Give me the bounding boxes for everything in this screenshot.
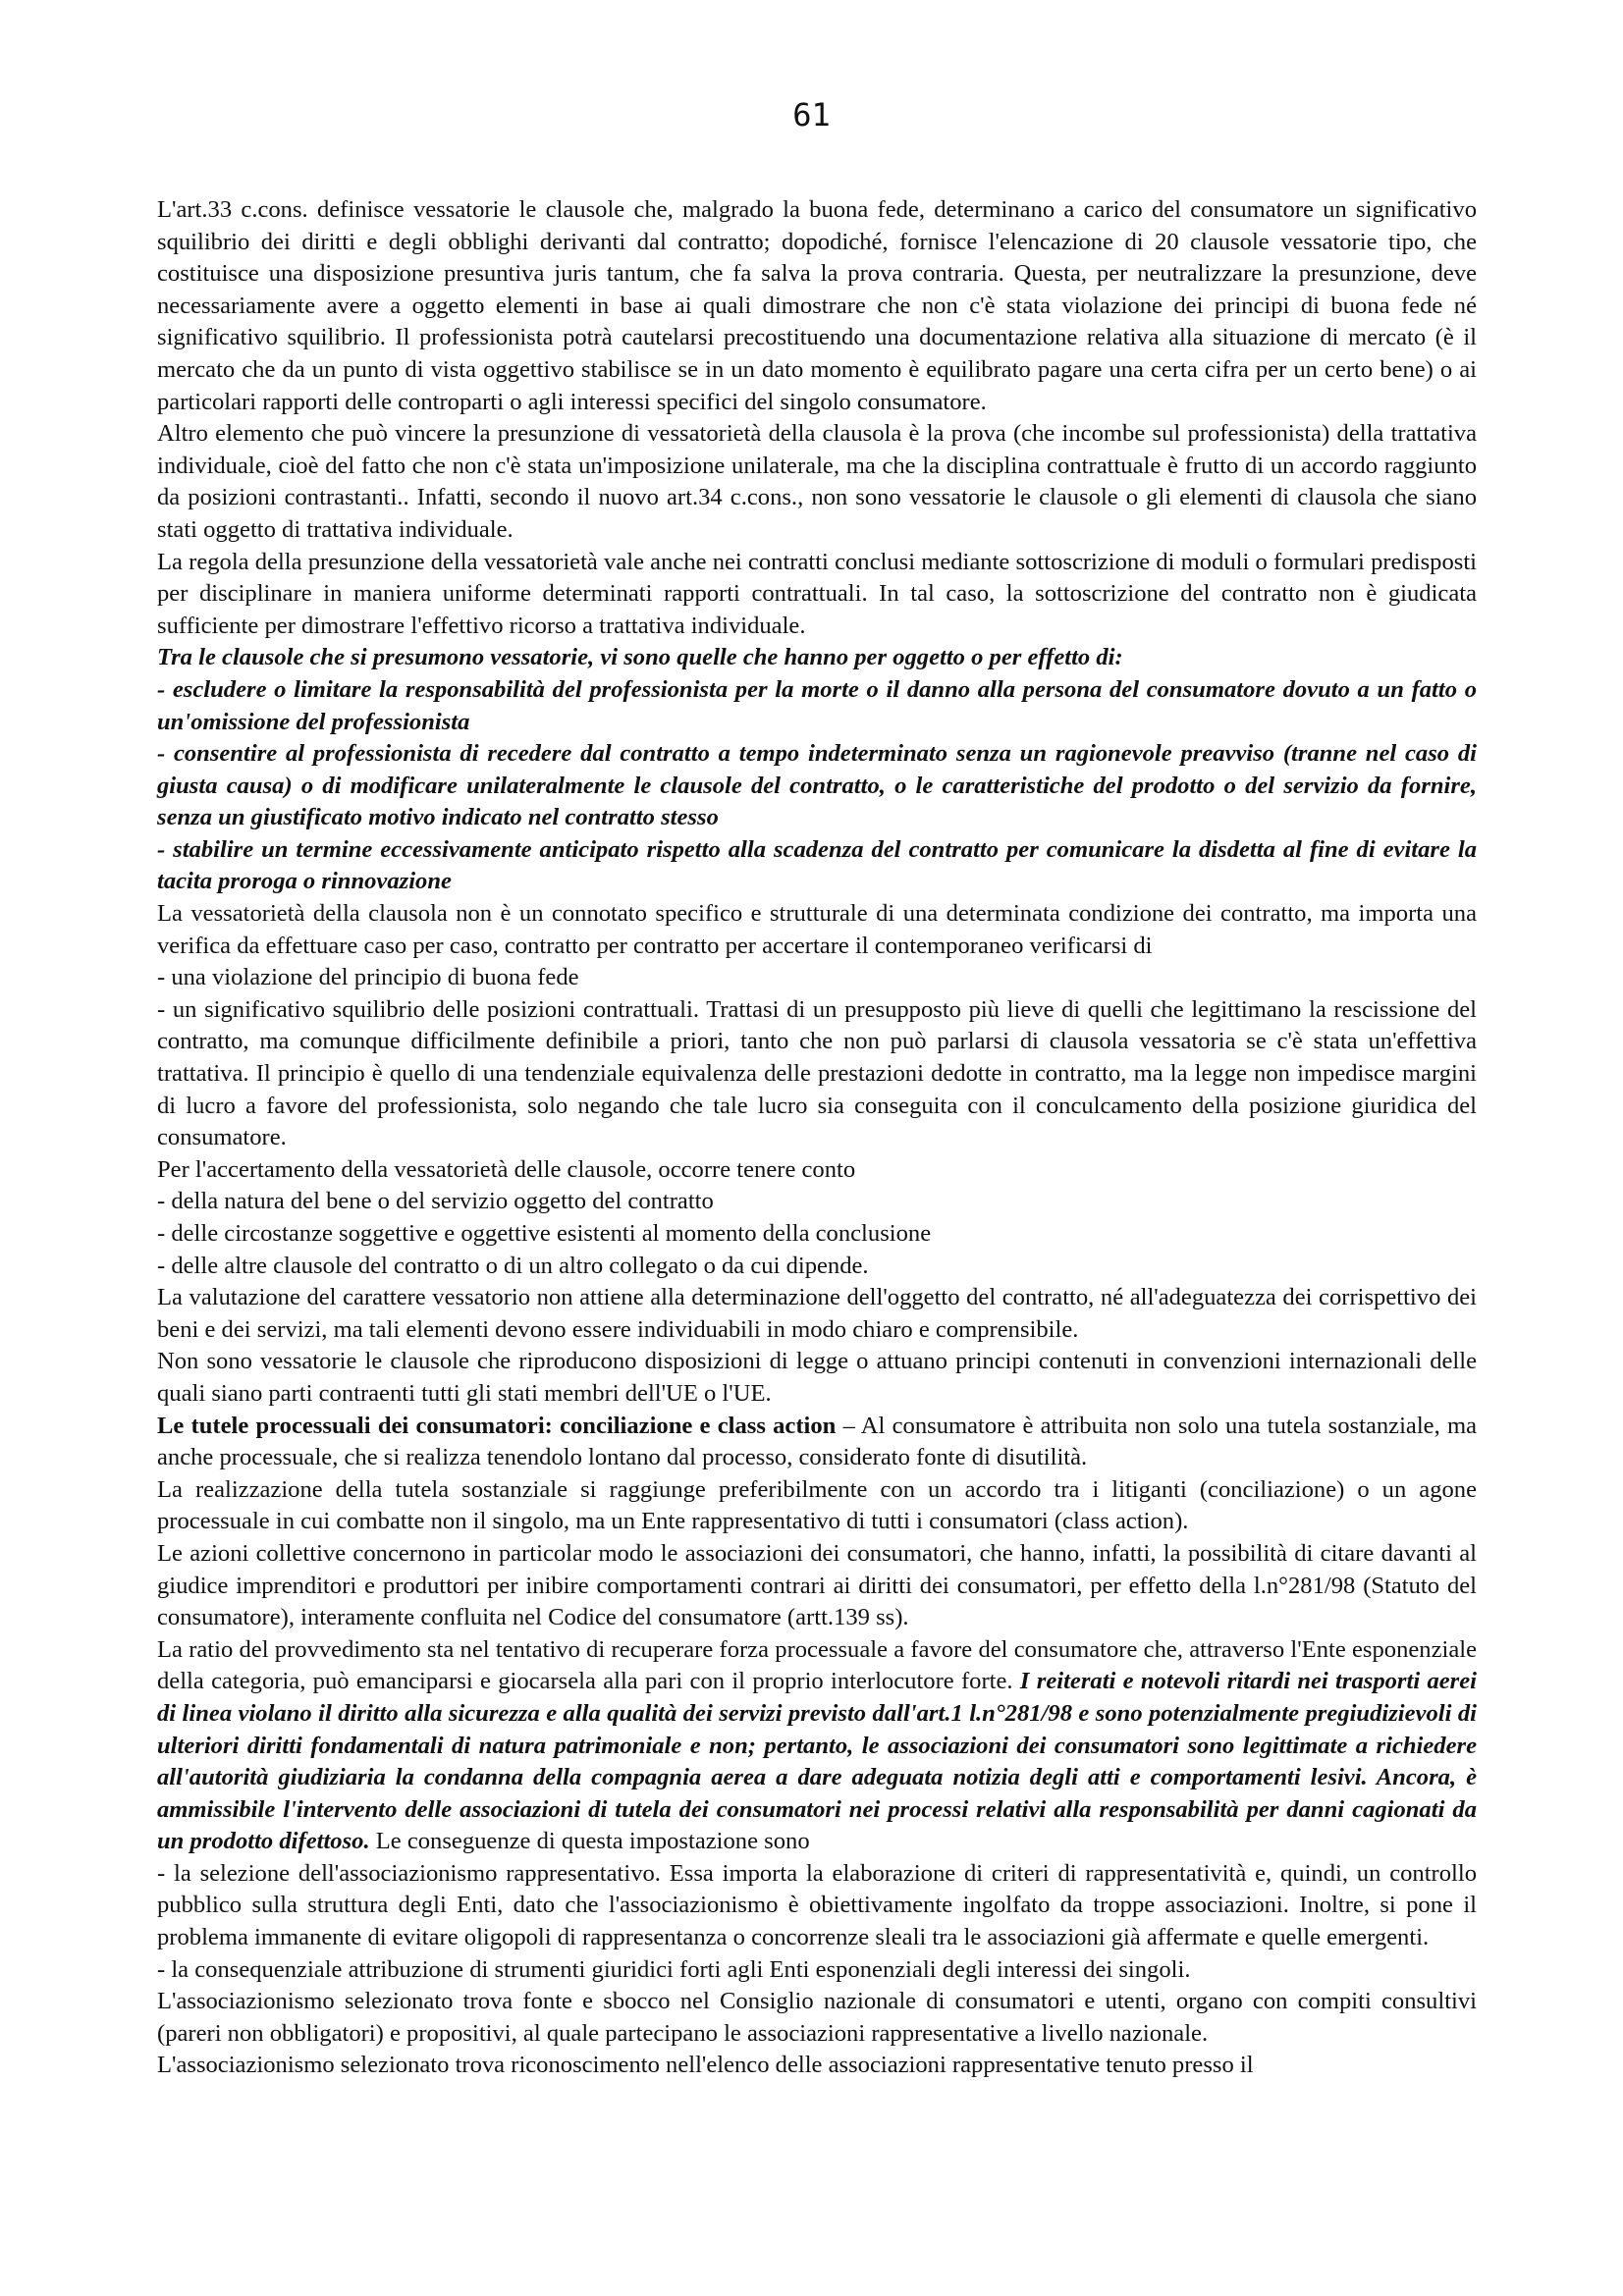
paragraph: Non sono vessatorie le clausole che riproducono disposizioni di legge o attuano principi contenuti in convenzioni internazionali delle quali siano parti contraenti tutti gli stati membri dell'UE o l'UE. bbox=[157, 1348, 1477, 1407]
clause-list-heading: Tra le clausole che si presumono vessatorie, vi sono quelle che hanno per oggetto o per effetto di: bbox=[157, 644, 1123, 671]
paragraph: L'associazionismo selezionato trova riconoscimento nell'elenco delle associazioni rappresentative tenuto presso il bbox=[157, 2052, 1254, 2079]
list-item: - della natura del bene o del servizio oggetto del contratto bbox=[157, 1188, 714, 1215]
list-item: - un significativo squilibrio delle posizioni contrattuali. Trattasi di un presupposto più lieve di quelli che legittimano la rescissione del contratto, ma comunque difficilmente definibile a priori, tanto che non può parlarsi di clausola vessatoria se c'è stata un'effettiva trattativa. Il principio è quello di una tendenziale equivalenza delle prestazioni dedotte in contratto, ma la legge non impedisce margini di lucro a favore del professionista, solo negando che tale lucro sia conseguita con il conculcamento della posizione giuridica del consumatore. bbox=[157, 995, 1477, 1151]
paragraph: La vessatorietà della clausola non è un connotato specifico e strutturale di una determinata condizione dei contratto, ma importa una verifica da effettuare caso per caso, contratto per contratto per accertare il contemporaneo verificarsi di bbox=[157, 900, 1477, 959]
list-item: - una violazione del principio di buona fede bbox=[157, 964, 579, 991]
paragraph: La regola della presunzione della vessatorietà vale anche nei contratti conclusi mediante sottoscrizione di moduli o formulari predisposti per disciplinare in maniera uniforme determinati rapporti contrattuali. In tal caso, la sottoscrizione del contratto non è giudicata sufficiente per dimostrare l'effettivo ricorso a trattativa individuale. bbox=[157, 548, 1477, 639]
paragraph: Le azioni collettive concernono in particolar modo le associazioni dei consumatori, che hanno, infatti, la possibilità di citare davanti al giudice imprenditori e produttori per inibire comportamenti contrari ai diritti dei consumatori, per effetto della l.n°281/98 (Statuto del consumatore), interamente confluita nel Codice del consumatore (artt.139 ss). bbox=[157, 1539, 1477, 1631]
paragraph bbox=[157, 1634, 1477, 1858]
paragraph: Per l'accertamento della vessatorietà delle clausole, occorre tenere conto bbox=[157, 1155, 856, 1183]
paragraph: La valutazione del carattere vessatorio non attiene alla determinazione dell'oggetto del contratto, né all'adeguatezza dei corrispettivo dei beni e dei servizi, ma tali elementi devono essere individuabili in modo chiaro e comprensibile. bbox=[157, 1284, 1477, 1343]
section-text: – Al consumatore è attribuita non solo una tutela sostanziale, ma anche processuale, che si realizza tenendolo lontano dal processo, considerato fonte di disutilità. bbox=[157, 1412, 1478, 1471]
list-item: - delle altre clausole del contratto o di un altro collegato o da cui dipende. bbox=[157, 1252, 869, 1279]
clause-list-item: - stabilire un termine eccessivamente anticipato rispetto alla scadenza del contratto per comunicare la disdetta al fine di evitare la tacita proroga o rinnovazione bbox=[157, 835, 1477, 895]
clause-list-item: - escludere o limitare la responsabilità del professionista per la morte o il danno alla persona del consumatore dovuto a un fatto o un'omissione del professionista bbox=[157, 675, 1477, 735]
paragraph: La realizzazione della tutela sostanziale si raggiunge preferibilmente con un accordo tra i litiganti (conciliazione) o un agone processuale in cui combatte non il singolo, ma un Ente rappresentativo di tutti i consumatori (class action). bbox=[157, 1475, 1477, 1535]
section-heading: Le tutele processuali dei consumatori: conciliazione e class action bbox=[157, 1412, 837, 1439]
section-paragraph bbox=[157, 1411, 1477, 1474]
paragraph: Altro elemento che può vincere la presunzione di vessatorietà della clausola è la prova (che incombe sul professionista) della trattativa individuale, cioè del fatto che non c'è stata un'imposizione unilaterale, ma che la disciplina contrattuale è frutto di un accordo raggiunto da posizioni contrastanti.. Infatti, secondo il nuovo art.34 c.cons., non sono vessatorie le clausole o gli elementi di clausola che siano stati oggetto di trattativa individuale. bbox=[157, 420, 1477, 543]
list-item: - la selezione dell'associazionismo rappresentativo. Essa importa la elaborazione di criteri di rappresentatività e, quindi, un controllo pubblico sulla struttura degli Enti, dato che l'associazionismo è obiettivamente ingolfato da troppe associazioni. Inoltre, si pone il problema immanente di evitare oligopoli di rappresentanza o concorrenze sleali tra le associazioni già affermate e quelle emergenti. bbox=[157, 1859, 1477, 1951]
paragraph: L'associazionismo selezionato trova fonte e sbocco nel Consiglio nazionale di consumatori e utenti, organo con compiti consultivi (pareri non obbligatori) e propositivi, al quale partecipano le associazioni rappresentative a livello nazionale. bbox=[157, 1988, 1477, 2047]
paragraph: L'art.33 c.cons. definisce vessatorie le clausole che, malgrado la buona fede, determinano a carico del consumatore un significativo squilibrio dei diritti e degli obblighi derivanti dal contratto; dopodiché, fornisce l'elencazione di 20 clausole vessatorie tipo, che costituisce una disposizione presuntiva juris tantum, che fa salva la prova contraria. Questa, per neutralizzare la presunzione, deve necessariamente avere a oggetto elementi in base ai quali dimostrare che non c'è stata violazione dei principi di buona fede né significativo squilibrio. Il professionista potrà cautelarsi precostituendo una documentazione relativa alla situazione di mercato (è il mercato che da un punto di vista oggettivo stabilisce se in un dato momento è equilibrato pagare una certa cifra per un certo bene) o ai particolari rapporti delle controparti o agli interessi specifici del singolo consumatore. bbox=[157, 196, 1477, 415]
list-item: - la consequenziale attribuzione di strumenti giuridici forti agli Enti esponenziali degli interessi dei singoli. bbox=[157, 1955, 1191, 1983]
list-item: - delle circostanze soggettive e oggettive esistenti al momento della conclusione bbox=[157, 1220, 932, 1247]
page-body bbox=[157, 194, 1477, 2082]
page-number: 61 bbox=[792, 96, 831, 133]
emphasized-text: I reiterati e notevoli ritardi nei trasporti aerei di linea violano il diritto alla sicurezza e alla qualità dei servizi previsto dall'art.1 l.n°281/98 e sono potenzialmente pregiudizievoli di ulteriori diritti fondamentali di natura patrimoniale e non; pertanto, le associazioni dei consumatori sono legittimate a richiedere all'autorità giudiziaria la condanna della compagnia aerea a dare adeguata notizia degli atti e comportamenti lesivi. Ancora, è ammissibile l'intervento delle associazioni di tutela dei consumatori nei processi relativi alla responsabilità per danni cagionati da un prodotto difettoso. bbox=[157, 1668, 1478, 1855]
paragraph-text: La ratio del provvedimento sta nel tentativo di recuperare forza processuale a favore del consumatore che, attraverso l'Ente esponenziale della categoria, può emanciparsi e giocarsela alla pari con il proprio interlocutore forte. bbox=[157, 1635, 1477, 1695]
paragraph-text: Le conseguenze di questa impostazione sono bbox=[369, 1828, 810, 1855]
clause-list-item: - consentire al professionista di recedere dal contratto a tempo indeterminato senza un ragionevole preavviso (tranne nel caso di giusta causa) o di modificare unilateralmente le clausole del contratto, o le caratteristiche del prodotto o del servizio da fornire, senza un giustificato motivo indicato nel contratto stesso bbox=[157, 740, 1477, 831]
